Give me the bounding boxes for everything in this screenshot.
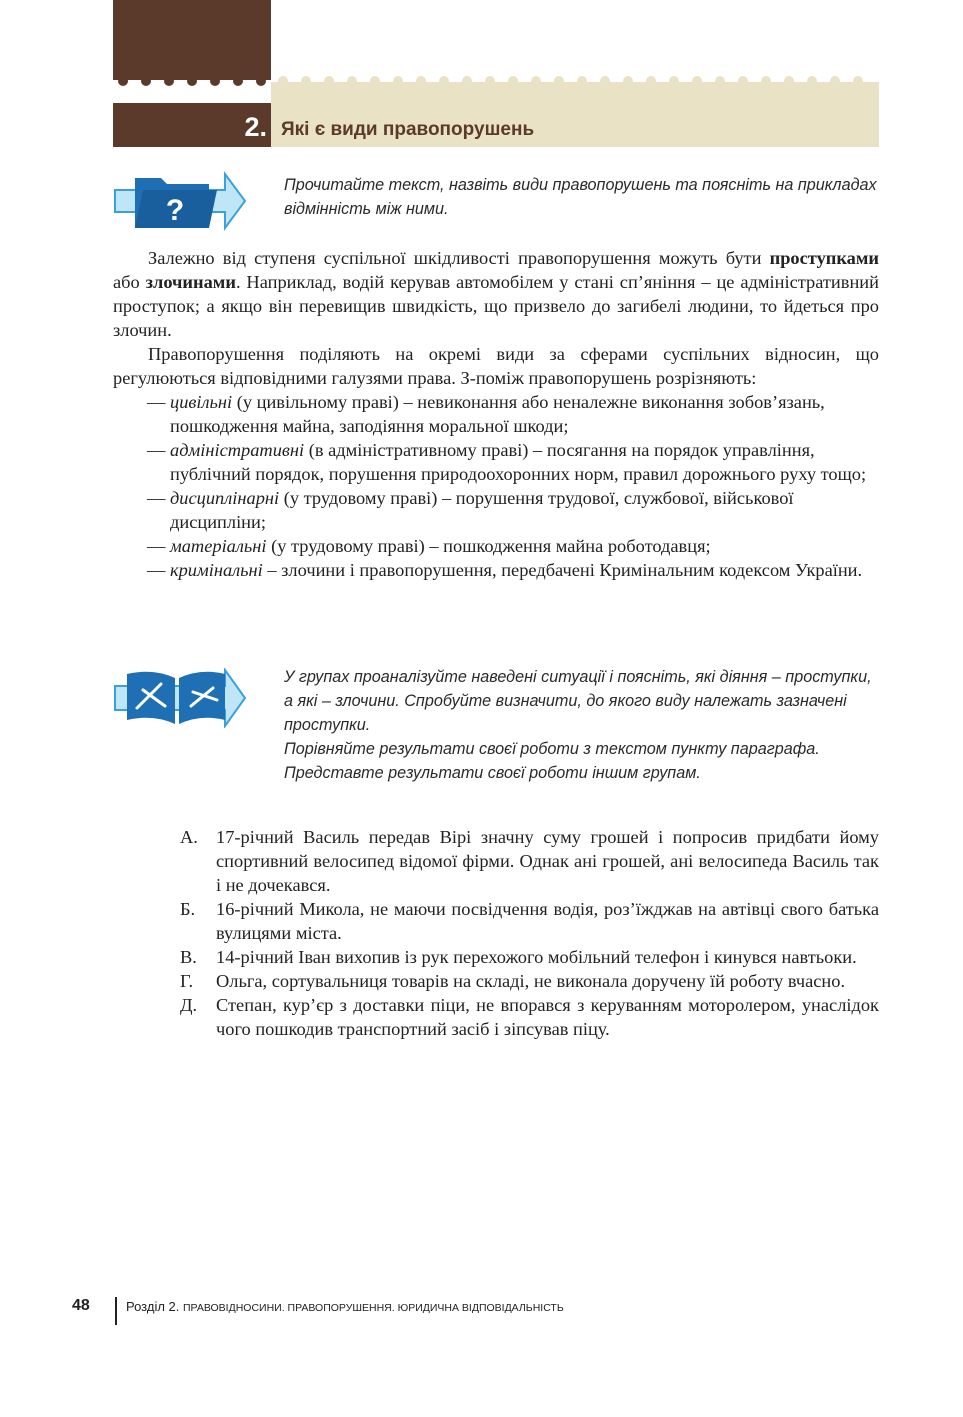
list-letter: В. [180,947,197,967]
chapter-title: ПРАВОВІДНОСИНИ. ПРАВОПОРУШЕННЯ. ЮРИДИЧНА ВІДПОВІДАЛЬНІСТЬ [183,1302,564,1314]
group-work-book-icon [113,668,265,728]
offense-description: – злочини і правопорушення, передбачені Кримінальним кодексом України. [262,560,863,580]
paragraph-text: Залежно від ступеня суспільної шкідливості правопорушення можуть бути [148,248,770,268]
folder-question-icon [113,170,265,232]
task-line: Порівняйте результати своєї роботи з текстом пункту параграфа. [284,740,820,758]
list-item [147,438,879,486]
term-misdemeanors: проступками [769,248,879,268]
list-dash: — [147,488,166,508]
list-dash: — [147,536,166,556]
page-number: 48 [72,1297,90,1314]
offense-description: (у цивільному праві) – невиконання або неналежне виконання зобов’язань, пошкодження майна, заподіяння моральної шкоди; [170,392,825,436]
list-item [147,534,879,558]
offense-term: кримінальні [170,560,263,580]
list-letter: Б. [180,899,196,919]
list-item [147,390,879,438]
offense-term: цивільні [170,392,233,412]
task-instruction-group [284,665,879,785]
offense-description: (в адміністративному праві) – посягання на порядок управління, публічний порядок, порушення природоохоронних норм, правил дорожнього руху тощо; [170,440,867,484]
paragraph-severity [113,246,879,342]
footer-divider [115,1297,117,1325]
list-dash: — [147,560,166,580]
offense-term: дисциплінарні [170,488,280,508]
offense-term: матеріальні [170,536,267,556]
list-item [180,825,879,897]
task-line: Представте результати своєї роботи іншим групам. [284,764,701,782]
list-item [180,993,879,1041]
offense-description: (у трудовому праві) – порушення трудової, службової, військової дисципліни; [170,488,794,532]
list-letter: Г. [180,971,194,991]
list-dash: — [147,392,166,412]
paragraph-text: або [113,272,146,292]
list-item [180,897,879,945]
situations-list [180,825,879,1041]
list-letter: Д. [180,995,198,1015]
offense-types-list [147,390,879,582]
offense-description: (у трудовому праві) – пошкодження майна роботодавця; [266,536,711,556]
section-title: Які є види правопорушень [281,119,535,140]
task-line: У групах проаналізуйте наведені ситуації і поясніть, які діяння – проступки, а які – злочини. Спробуйте визначити, до якого виду належать зазначені проступки. [284,668,872,734]
paragraph-spheres: Правопорушення поділяють на окремі види за сферами суспільних відносин, що регулюються відповідними галузями права. З-поміж правопорушень розрізняють: [113,344,879,388]
list-item [180,969,879,993]
list-item [147,486,879,534]
term-crimes: злочинами [145,272,236,292]
list-letter: А. [180,827,198,847]
chapter-label: Розділ 2. [126,1299,180,1314]
list-item [147,558,879,582]
intro-text [113,246,879,390]
header-decor-brown-block [113,0,271,80]
list-dash: — [147,440,166,460]
section-number: 2. [244,112,267,142]
situation-text: Степан, кур’єр з доставки піци, не впорався з керуванням моторолером, унаслідок чого пошкодив транспортний засіб і зіпсував піцу. [216,995,879,1039]
situation-text: 17-річний Василь передав Вірі значну суму грошей і попросив придбати йому спортивний велосипед відомої фірми. Однак ані грошей, ані велосипеда Василь так і не дочекався. [216,827,879,895]
svg-text:?: ? [165,194,185,227]
situation-text: 16-річний Микола, не маючи посвідчення водія, роз’їжджав на автівці свого батька вулицями міста. [216,899,879,943]
paragraph-text: . Наприклад, водій керував автомобілем у стані сп’яніння – це адміністративний проступок; а якщо він перевищив швидкість, що призвело до загибелі людини, то йдеться про злочин. [113,272,879,340]
running-footer [126,1298,564,1317]
situation-text: Ольга, сортувальниця товарів на складі, не виконала доручену їй роботу вчасно. [216,971,846,991]
task-instruction-read: Прочитайте текст, назвіть види правопорушень та поясніть на прикладах відмінність між ними. [284,176,877,218]
situation-text: 14-річний Іван вихопив із рук перехожого мобільний телефон і кинувся навтьоки. [216,947,857,967]
list-item [180,945,879,969]
offense-term: адміністративні [170,440,305,460]
